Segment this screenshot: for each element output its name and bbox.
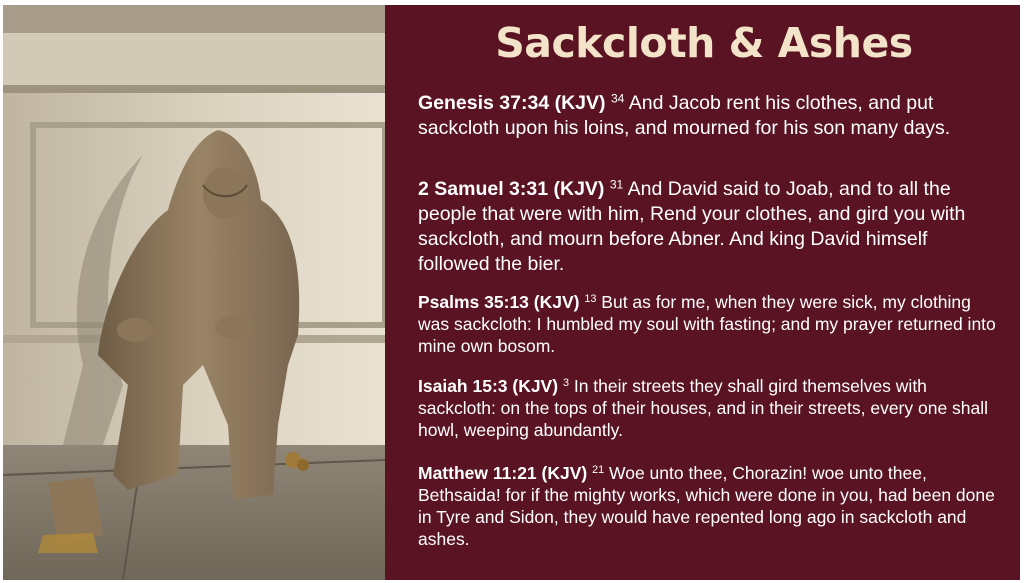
verse-genesis — [418, 91, 1003, 141]
verse-reference: Isaiah 15:3 (KJV) — [418, 376, 559, 396]
verse-number: 21 — [592, 464, 605, 477]
verse-number: 13 — [584, 293, 597, 306]
verse-panel — [388, 5, 1020, 580]
verse-reference: 2 Samuel 3:31 (KJV) — [418, 178, 605, 200]
verse-number: 31 — [609, 177, 624, 192]
verse-psalms — [418, 291, 1003, 357]
verse-reference: Psalms 35:13 (KJV) — [418, 292, 580, 312]
verse-text: And Jacob rent his clothes, and put sackcloth upon his loins, and mourned for his son many days. — [418, 92, 951, 139]
verse-text: And David said to Joab, and to all the people that were with him, Rend your clothes, and gird you with sackcloth, and mourn before Abner. And king David himself followed the bier. — [418, 178, 966, 275]
page-title: Sackcloth & Ashes — [495, 19, 913, 67]
verse-text: In their streets they shall gird themselves with sackcloth: on the tops of their houses, and in their streets, every one shall howl, weeping abundantly. — [418, 376, 989, 440]
sackcloth-statue-image — [3, 5, 385, 580]
slide — [3, 5, 1020, 580]
verse-reference: Genesis 37:34 (KJV) — [418, 92, 606, 114]
verse-text: But as for me, when they were sick, my clothing was sackcloth: I humbled my soul with fasting; and my prayer returned into mine own bosom. — [418, 292, 996, 356]
verse-number: 3 — [562, 377, 569, 390]
verse-isaiah — [418, 375, 1003, 441]
verse-text: Woe unto thee, Chorazin! woe unto thee, Bethsaida! for if the mighty works, which were done in you, had been done in Tyre and Sidon, they would have repented long ago in sackcloth and ashes. — [418, 463, 995, 549]
verse-number: 34 — [610, 91, 625, 106]
verse-matthew — [418, 462, 1003, 550]
verse-2-samuel — [418, 177, 1003, 277]
verse-reference: Matthew 11:21 (KJV) — [418, 463, 588, 483]
